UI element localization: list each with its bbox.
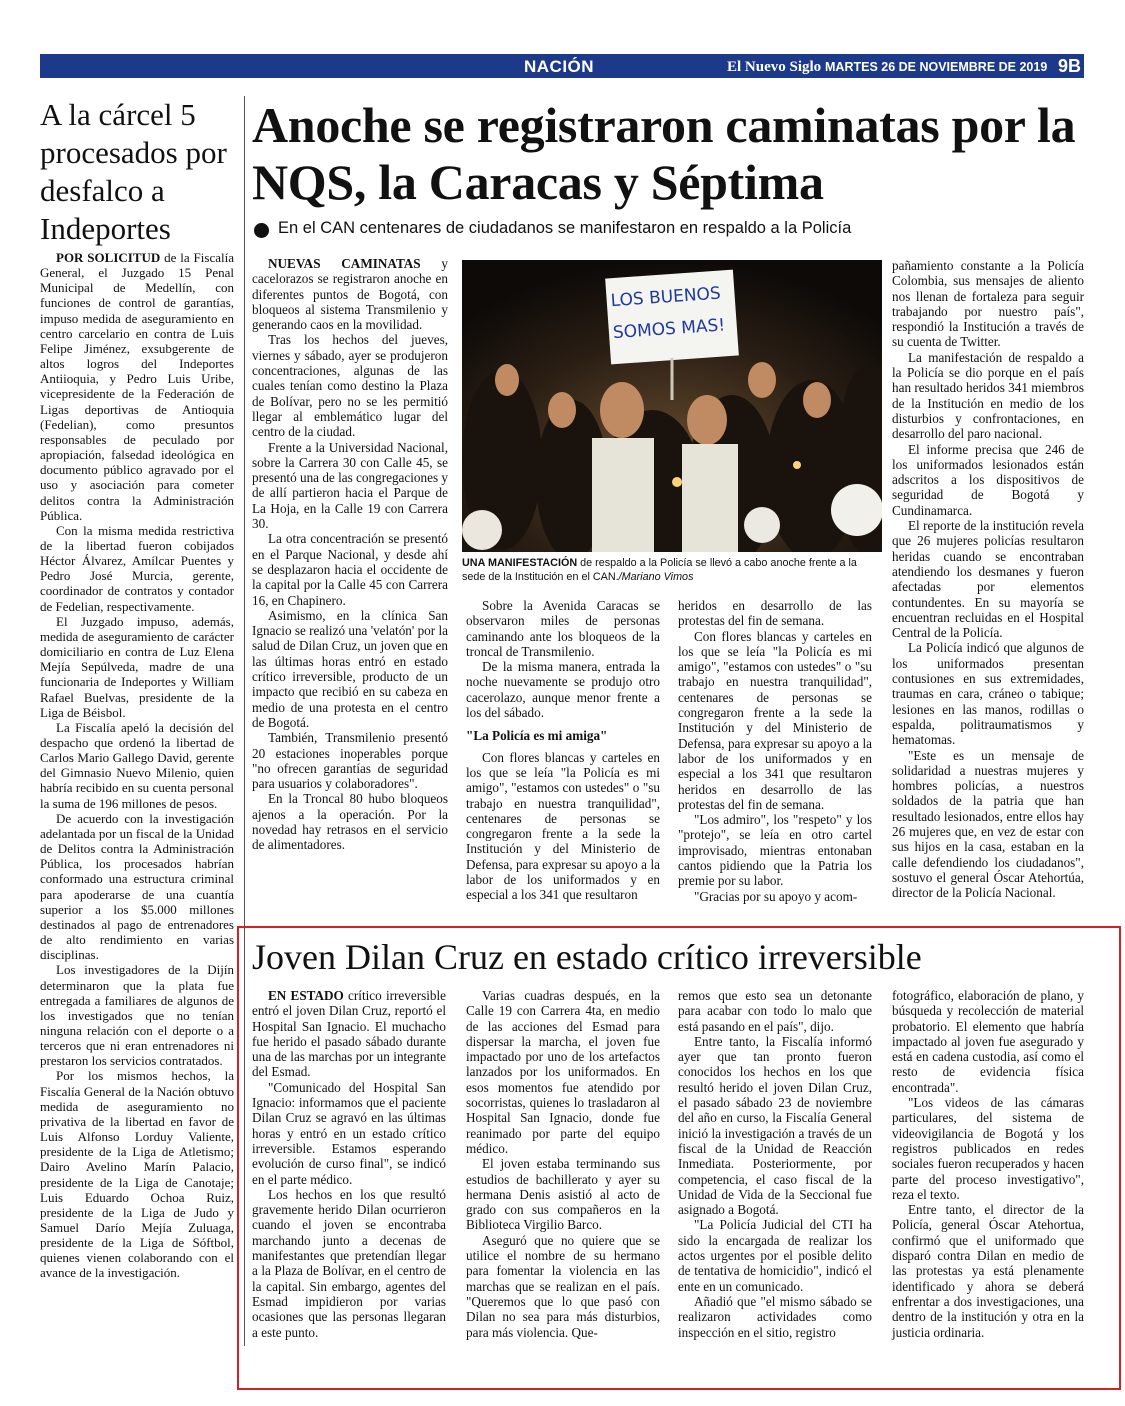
main-article-col2 — [466, 598, 660, 903]
paragraph: Varias cuadras después, en la Calle 19 con Carrera 4ta, en medio de las acciones del Esmad para dispersar la marcha, el joven fue impactado por uno de los artefactos lanzados por los uniformados. En esos momentos fue atendido por socorristas, quienes lo trasladaron al Hospital San Ignacio, donde fue reanimado por parte del equipo médico. — [466, 988, 660, 1156]
paragraph: Con flores blancas y carteles en los que se leía "la Policía es mi amigo", "estamos con ustedes" o "su trabajo en nuestra tranquilidad", centenares de personas se congregaron frente a la sede la Institución y del Ministerio de Defensa, para expresar su apoyo a la labor de los uniformados y en especial a los 341 que resultaron — [466, 749, 660, 903]
box-article-col2 — [466, 988, 660, 1340]
paragraph: "Gracias por su apoyo y acom- — [694, 888, 858, 904]
paragraph: de la Fiscalía General, el Juzgado 15 Penal Municipal de Medellín, con funciones de control de garantías, impuso medida de aseguramiento en centro carcelario en contra de Luis Felipe Jiménez, exsubgerente de altos logros del Indeportes Antiioquia, y Pedro Luis Uribe, vicepresidente de la Federación de Ligas deportivas de Antioquia (Fedelian), como presuntos responsables de peculado por apropiación, falsedad ideológica en documento público agravado por el uso y asociación para cometer delitos contra la Administración Pública. — [40, 250, 234, 523]
paragraph: La manifestación de respaldo a la Policía se dio porque en el país han resultado heridos 341 miembros de la Institución en medio de los disturbios y confrontaciones, en desarrollo del paro nacional. — [892, 349, 1084, 442]
paragraph: pañamiento constante a la Policía Colombia, sus mensajes de aliento nos llenan de fortaleza para seguir trabajando por nuestro país", respondió la Institución a través de su cuenta de Twitter. — [892, 258, 1084, 350]
paragraph: "Comunicado del Hospital San Ignacio: informamos que el paciente Dilan Cruz se agravó en las últimas horas y entró en un estado crítico irreversible. Estamos esperando evolución de curso final", se indicó en el parte médico. — [252, 1079, 446, 1187]
photo-illustration — [462, 260, 882, 552]
main-article-title — [252, 97, 1092, 211]
main-article-subtitle: En el CAN centenares de ciudadanos se manifestaron en respaldo a la Policía — [278, 219, 852, 237]
paragraph: Los hechos en los que resultó gravemente herido Dilan ocurrieron cuando el joven se encontraba marchando junto a decenas de manifestantes que pretendían llegar a la Plaza de Bolívar, en el centro de la capital. Sin embargo, agentes del Esmad impidieron por varias ocasiones que las personas llegaran a este punto. — [252, 1186, 446, 1340]
caption-lead: UNA MANIFESTACIÓN — [462, 557, 578, 569]
main-title-text: Anoche se registraron caminatas por la NQS, la Caracas y Séptima — [252, 97, 1076, 210]
paragraph: Los investigadores de la Dijín determinaron que la plata fue entregada a familiares de algunos de los investigados que no tenían ninguna relación con el deporte o a terceros que ni eran entrenadores ni prestaron los servicios contratados. — [40, 962, 234, 1069]
paragraph: Asimismo, en la clínica San Ignacio se realizó una 'velatón' por la salud de Dilan Cruz, un joven que en las últimas horas entró en estado crítico irreversible, producto de un impacto que recibió en su cabeza en medio de una protesta en el centro de Bogotá. — [252, 607, 448, 730]
main-article-lead: NUEVAS CAMINATAS — [268, 256, 421, 271]
paragraph: y cacelorazos se registraron anoche en diferentes puntos de Bogotá, con bloqueos al sistema Transmilenio y generando caos en la movilidad. — [252, 256, 448, 333]
photo-caption — [462, 557, 882, 584]
bullet-icon — [254, 223, 269, 238]
page-number: 9B — [1058, 56, 1082, 76]
paragraph: Añadió que "el mismo sábado se realizaron actividades como inspección en el sitio, registro — [678, 1293, 872, 1340]
paragraph: De la misma manera, entrada la noche nuevamente se produjo otro cacerolazo, aunque menor frente a los del sábado. — [466, 659, 660, 721]
paragraph: crítico irreversible entró el joven Dilan Cruz, reportó el Hospital San Ignacio. El muchacho fue herido el pasado sábado durante una de las marchas por un integrante del Esmad. — [252, 988, 446, 1080]
subhead: "La Policía es mi amiga" — [466, 728, 608, 744]
side-article-body — [40, 250, 234, 1281]
paragraph: remos que esto sea un detonante para acabar con todo lo malo que está pasando en el país", dijo. — [678, 988, 872, 1034]
section-label: NACIÓN — [524, 57, 595, 76]
paragraph: Entre tanto, la Fiscalía informó ayer que tan pronto fueron conocidos los hechos en los que resultó herido el joven Dilan Cruz, el pasado sábado 23 de noviembre del año en curso, la Fiscalía General inició la investigación a través de un fiscal de la Unidad de Reacción Inmediata. Posteriormente, por competencia, el caso fiscal de la Unidad de Vida de la Seccional fue asignado a Bogotá. — [678, 1033, 872, 1218]
paragraph: El informe precisa que 246 de los uniformados lesionados están adscritos a los dispositivos de seguridad de Bogotá y Cundinamarca. — [892, 441, 1084, 518]
sign-text-2: SOMOS MAS! — [612, 315, 726, 344]
sign-text-1: LOS BUENOS — [610, 283, 722, 312]
box-article-col4 — [892, 988, 1084, 1340]
paragraph: También, Transmilenio presentó 20 estaciones inoperables porque "no ofrecen garantías de seguridad para usuarios y colaboradores". — [252, 730, 448, 792]
paragraph: Por los mismos hechos, la Fiscalía General de la Nación obtuvo medida de aseguramiento no privativa de la libertad en favor de Luis Alfonso Lorduy Valiente, presidente de la Liga de Atletismo; Dairo Avelino Marín Palacio, presidente de la Liga de Canotaje; Luis Eduardo Ochoa Ruiz, presidente de la Liga de Judo y Samuel Darío Mejía Zuluaga, presidente de la Liga de Sóftbol, quienes vienen colaborando con el avance de la investigación. — [40, 1068, 234, 1281]
box-article-title: Joven Dilan Cruz en estado crítico irreversible — [252, 937, 922, 977]
main-article-col4 — [892, 258, 1084, 900]
main-article-col1 — [252, 256, 448, 853]
paragraph: De acuerdo con la investigación adelantada por un fiscal de la Unidad de Delitos contra la Administración Pública, los procesados habrían conformado una estructura criminal para apoderarse de una cuantía superior a los $5.000 millones destinados al pago de entrenadores de alto rendimiento en varias disciplinas. — [40, 810, 234, 963]
paragraph: "La Policía Judicial del CTI ha sido la encargada de realizar los actos urgentes por el posible delito de tentativa de homicidio", indicó el ente en un comunicado. — [678, 1217, 872, 1294]
box-article-col3 — [678, 988, 872, 1340]
paragraph: "Los admiro", los "respeto" y los "protejo", se leía en otro cartel improvisado, mientras entonaban cantos pidiendo que la Patria los premie por su labor. — [678, 812, 872, 889]
paragraph: heridos en desarrollo de las protestas del fin de semana. — [678, 598, 872, 629]
newspaper-name: El Nuevo Siglo — [727, 59, 822, 75]
paragraph: La Fiscalía apeló la decisión del despacho que ordenó la libertad de Carlos Mario Gallego David, gerente del Gimnasio Nuevo Milenio, quien habría recibido en su cuenta personal la suma de 196 millones de pesos. — [40, 719, 234, 811]
paragraph: Entre tanto, el director de la Policía, general Óscar Atehortua, confirmó que el uniformado que disparó contra Dilan en medio de las protestas ya está plenamente identificado y ahora se deberá enfrentar a dos investigaciones, una dentro de la institución y otra en la justicia ordinaria. — [892, 1202, 1084, 1340]
paragraph: fotográfico, elaboración de plano, y búsqueda y recolección de material probatorio. El elemento que habría impactado al joven fue asegurado y está en cadena custodia, así como el resto de evidencia física encontrada". — [892, 988, 1084, 1095]
issue-date: MARTES 26 DE NOVIEMBRE DE 2019 — [825, 60, 1048, 74]
paragraph: El Juzgado impuso, además, medida de aseguramiento de carácter domiciliario en contra de Luz Elena Mejía Sepúlveda, madre de una funcionaria de Indeportes y William Rafael Buelvas, presidente de la Liga de Béisbol. — [40, 613, 234, 720]
protest-photo — [462, 260, 882, 552]
paragraph: La otra concentración se presentó en el Parque Nacional, y desde ahí se desplazaron hacia el occidente de la capital por la Calle 45 con Carrera 16, en Chapinero. — [252, 531, 448, 608]
paragraph: Tras los hechos del jueves, viernes y sábado, ayer se produjeron concentraciones, algunas de las cuales tenían como destino la Plaza de Bolívar, pero no se les permitió llegar al emblemático lugar del centro de la ciudad. — [252, 332, 448, 440]
paragraph: "Los videos de las cámaras particulares, del sistema de videovigilancia de Bogotá y los registros publicados en redes sociales fueron recuperados y hacen parte del proceso investigativo", reza el texto. — [892, 1095, 1084, 1202]
paragraph: "Este es un mensaje de solidaridad a nuestras mujeres y hombres policías, a nuestros soldados de la patria que han resultado lesionados, entre ellos hay 26 mujeres que, en vez de estar con sus hijos en la casa, estaban en la calle defendiendo los ciudadanos", sostuvo el general Óscar Atehortúa, director de la Policía Nacional. — [892, 747, 1084, 901]
paragraph: El reporte de la institución revela que 26 mujeres policías resultaron heridas cuando se encontraban atendiendo los desmanes y fueron afectadas por elementos contundentes. En su mayoría se encuentran recluidas en el Hospital Central de la Policía. — [892, 518, 1084, 641]
side-article-lead: POR SOLICITUD — [56, 250, 161, 265]
paragraph: Aseguró que no quiere que se utilice el nombre de su hermano para fomentar la violencia en las marchas que se realizan en el país. "Queremos que lo que pasó con Dilan no sea para más disturbios, para más violencia. Que- — [466, 1232, 660, 1340]
paragraph: La Policía indicó que algunos de los uniformados presentan contusiones en sus extremidades, traumas en cara, cráneo o tabique; lesiones en las manos, rodillas o espalda, politraumatismos y hematomas. — [892, 640, 1084, 748]
paragraph: El joven estaba terminando sus estudios de bachillerato y ayer su hermana Denis asistió al acto de grado con sus compañeros en la Biblioteca Virgilio Barco. — [466, 1156, 660, 1233]
photo-credit: /Mariano Vimos — [618, 570, 694, 583]
main-article-col3 — [678, 598, 872, 904]
side-article-title: A la cárcel 5 procesados por desfalco a Indeportes — [40, 97, 227, 246]
box-article-col1 — [252, 988, 446, 1340]
caption-text: de respaldo a la Policía se llevó a cabo anoche frente a la sede de la Institución en el CAN. — [462, 557, 857, 583]
box-article-lead: EN ESTADO — [268, 988, 344, 1003]
paragraph: Frente a la Universidad Nacional, sobre la Carrera 30 con Calle 45, se presentó una de las congregaciones y de allí partieron hacia el Parque de La Hoja, en la Calle 19 con Carrera 30. — [252, 439, 448, 532]
paragraph: Con la misma medida restrictiva de la libertad fueron cobijados Héctor Álvarez, Amílcar Puentes y Pedro José Murcia, gerente, coordinador de contratos y contador de Fedelian, respectivamente. — [40, 522, 234, 614]
paragraph: En la Troncal 80 hubo bloqueos ajenos a la operación. Por la novedad hay retrasos en el servicio de alimentadores. — [252, 791, 448, 853]
paragraph: Con flores blancas y carteles en los que se leía "la Policía es mi amigo", "estamos con ustedes" o "su trabajo en nuestra tranquilidad", centenares de personas se congregaron frente a la sede la Institución y del Ministerio de Defensa, para expresar su apoyo a la labor de los uniformados y en especial a los 341 que resultaron heridos en desarrollo de las protestas del fin de semana. — [678, 628, 872, 812]
paragraph: Sobre la Avenida Caracas se observaron miles de personas caminando ante los bloqueos de la troncal de Transmilenio. — [466, 598, 660, 659]
